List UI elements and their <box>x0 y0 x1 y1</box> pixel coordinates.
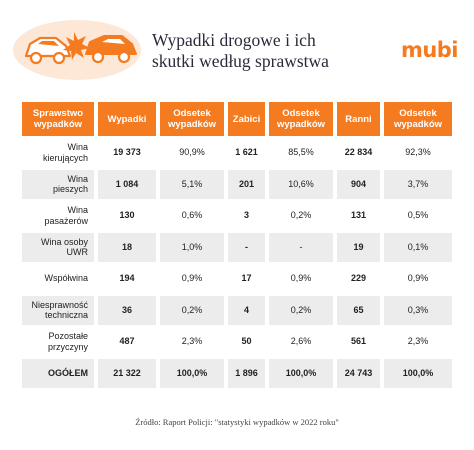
row-label <box>22 264 94 293</box>
table-cell: 22 834 <box>344 147 373 158</box>
table-cell: 100,0% <box>269 359 333 388</box>
table-body <box>22 138 452 390</box>
table-cell: 21 322 <box>98 359 156 388</box>
table-cell: 0,2% <box>269 296 333 325</box>
table-cell: 0,1% <box>384 233 452 262</box>
column-header <box>337 102 380 136</box>
column-header-text: wypadków <box>33 119 83 130</box>
column-header-text: Odsetek <box>399 108 437 119</box>
row-label <box>22 359 94 388</box>
row-label-text <box>44 273 88 284</box>
table-cell: 92,3% <box>405 147 431 158</box>
column-header-text: wypadków <box>167 119 217 130</box>
table-cell: 36 <box>98 296 156 325</box>
table-cell: 201 <box>228 170 265 199</box>
table-cell: 0,2% <box>290 210 312 221</box>
table-cell: 561 <box>350 336 367 347</box>
table-header-row <box>22 102 452 138</box>
column-header-label <box>277 108 325 130</box>
row-label <box>22 201 94 230</box>
column-header <box>160 102 224 136</box>
row-label <box>22 296 94 325</box>
table-cell: 0,9% <box>290 273 312 284</box>
car-crash-icon <box>12 8 142 80</box>
table-cell: 0,2% <box>160 296 224 325</box>
row-label <box>22 327 94 356</box>
column-header-label <box>33 108 83 130</box>
table-row <box>22 296 452 328</box>
row-label-line: przyczyny <box>47 341 88 352</box>
column-header <box>228 102 265 136</box>
table-cell: 1 621 <box>235 147 258 158</box>
table-row <box>22 170 452 202</box>
table-cell: 3 <box>243 210 249 221</box>
column-header-text: Odsetek <box>173 108 211 119</box>
row-label-line: OGÓŁEM <box>48 367 88 378</box>
row-label <box>22 170 94 199</box>
row-label-line: Współwina <box>44 273 88 284</box>
brand-logo: mubi <box>400 38 458 62</box>
column-header-text: Zabici <box>232 113 261 125</box>
source-note: Źródło: Raport Policji: "statystyki wypadków w 2022 roku" <box>135 417 339 427</box>
row-label <box>22 138 94 167</box>
table-cell: 0,6% <box>181 210 203 221</box>
table-cell: 904 <box>337 170 380 199</box>
column-header-text: Ranni <box>345 113 372 125</box>
row-label-text <box>31 300 88 321</box>
table-cell: - <box>228 233 265 262</box>
row-label-text <box>41 237 88 258</box>
column-header <box>22 102 94 136</box>
page-title <box>152 30 392 72</box>
table-cell: 85,5% <box>288 147 314 158</box>
table-cell: - <box>269 233 333 262</box>
table-cell: 3,7% <box>384 170 452 199</box>
column-header-label <box>108 114 147 125</box>
table-cell: 18 <box>98 233 156 262</box>
column-header-label <box>233 114 260 125</box>
title-line-2: skutki według sprawstwa <box>152 51 329 71</box>
table-cell: 10,6% <box>269 170 333 199</box>
table-cell: 19 373 <box>113 147 141 158</box>
table-cell: 487 <box>119 336 135 347</box>
row-label-line: pasażerów <box>44 215 88 226</box>
row-label-text <box>48 331 88 352</box>
table-cell: 5,1% <box>160 170 224 199</box>
row-label-line: UWR <box>66 247 88 257</box>
table-cell: 2,3% <box>181 336 203 347</box>
table-cell: 4 <box>228 296 265 325</box>
table-cell: 0,3% <box>384 296 452 325</box>
row-label-line: Wina osoby <box>40 236 88 247</box>
row-label-text <box>48 368 88 379</box>
row-label-text <box>53 174 88 195</box>
table-cell: 1 084 <box>98 170 156 199</box>
table-row <box>22 233 452 265</box>
row-label-line: techniczna <box>44 310 88 320</box>
table-cell: 17 <box>241 273 252 284</box>
table-cell: 65 <box>337 296 380 325</box>
table-row <box>22 264 452 296</box>
row-label <box>22 233 94 262</box>
table-row <box>22 327 452 359</box>
table-cell: 24 743 <box>337 359 380 388</box>
table-cell: 19 <box>337 233 380 262</box>
title-line-1: Wypadki drogowe i ich <box>152 30 316 50</box>
header <box>0 0 474 90</box>
row-label-line: Pozostałe <box>48 331 88 341</box>
table-cell: 0,9% <box>407 273 429 284</box>
column-header-label <box>168 108 216 130</box>
table-cell: 1 896 <box>228 359 265 388</box>
table-cell: 229 <box>350 273 367 284</box>
column-header-text: wypadków <box>276 119 326 130</box>
table-cell: 50 <box>241 336 252 347</box>
column-header-label <box>345 114 371 125</box>
table-row <box>22 138 452 170</box>
row-label-text <box>44 205 88 226</box>
column-header-text: Sprawstwo <box>32 108 84 119</box>
row-label-line: Wina <box>67 142 88 152</box>
table-cell: 90,9% <box>179 147 205 158</box>
table-cell: 2,6% <box>290 336 312 347</box>
table-cell: 2,3% <box>407 336 429 347</box>
column-header <box>384 102 452 136</box>
row-label-line: kierujących <box>42 152 88 163</box>
table-cell: 0,5% <box>407 210 429 221</box>
table-cell: 100,0% <box>160 359 224 388</box>
accidents-table <box>22 102 452 390</box>
column-header <box>98 102 156 136</box>
row-label-line: Wina <box>67 205 88 215</box>
column-header <box>269 102 333 136</box>
table-cell: 0,9% <box>181 273 203 284</box>
table-cell: 194 <box>119 273 135 284</box>
column-header-text: Odsetek <box>282 108 320 119</box>
table-cell: 1,0% <box>160 233 224 262</box>
row-label-line: Niesprawność <box>31 299 88 310</box>
column-header-text: wypadków <box>393 119 443 130</box>
column-header-text: Wypadki <box>107 113 147 125</box>
table-row <box>22 359 452 391</box>
table-cell: 130 <box>119 210 135 221</box>
row-label-text <box>43 142 88 163</box>
column-header-label <box>394 108 442 130</box>
row-label-line: Wina <box>67 173 88 184</box>
table-row <box>22 201 452 233</box>
table-cell: 131 <box>350 210 367 221</box>
table-cell: 100,0% <box>384 359 452 388</box>
row-label-line: pieszych <box>52 184 88 194</box>
